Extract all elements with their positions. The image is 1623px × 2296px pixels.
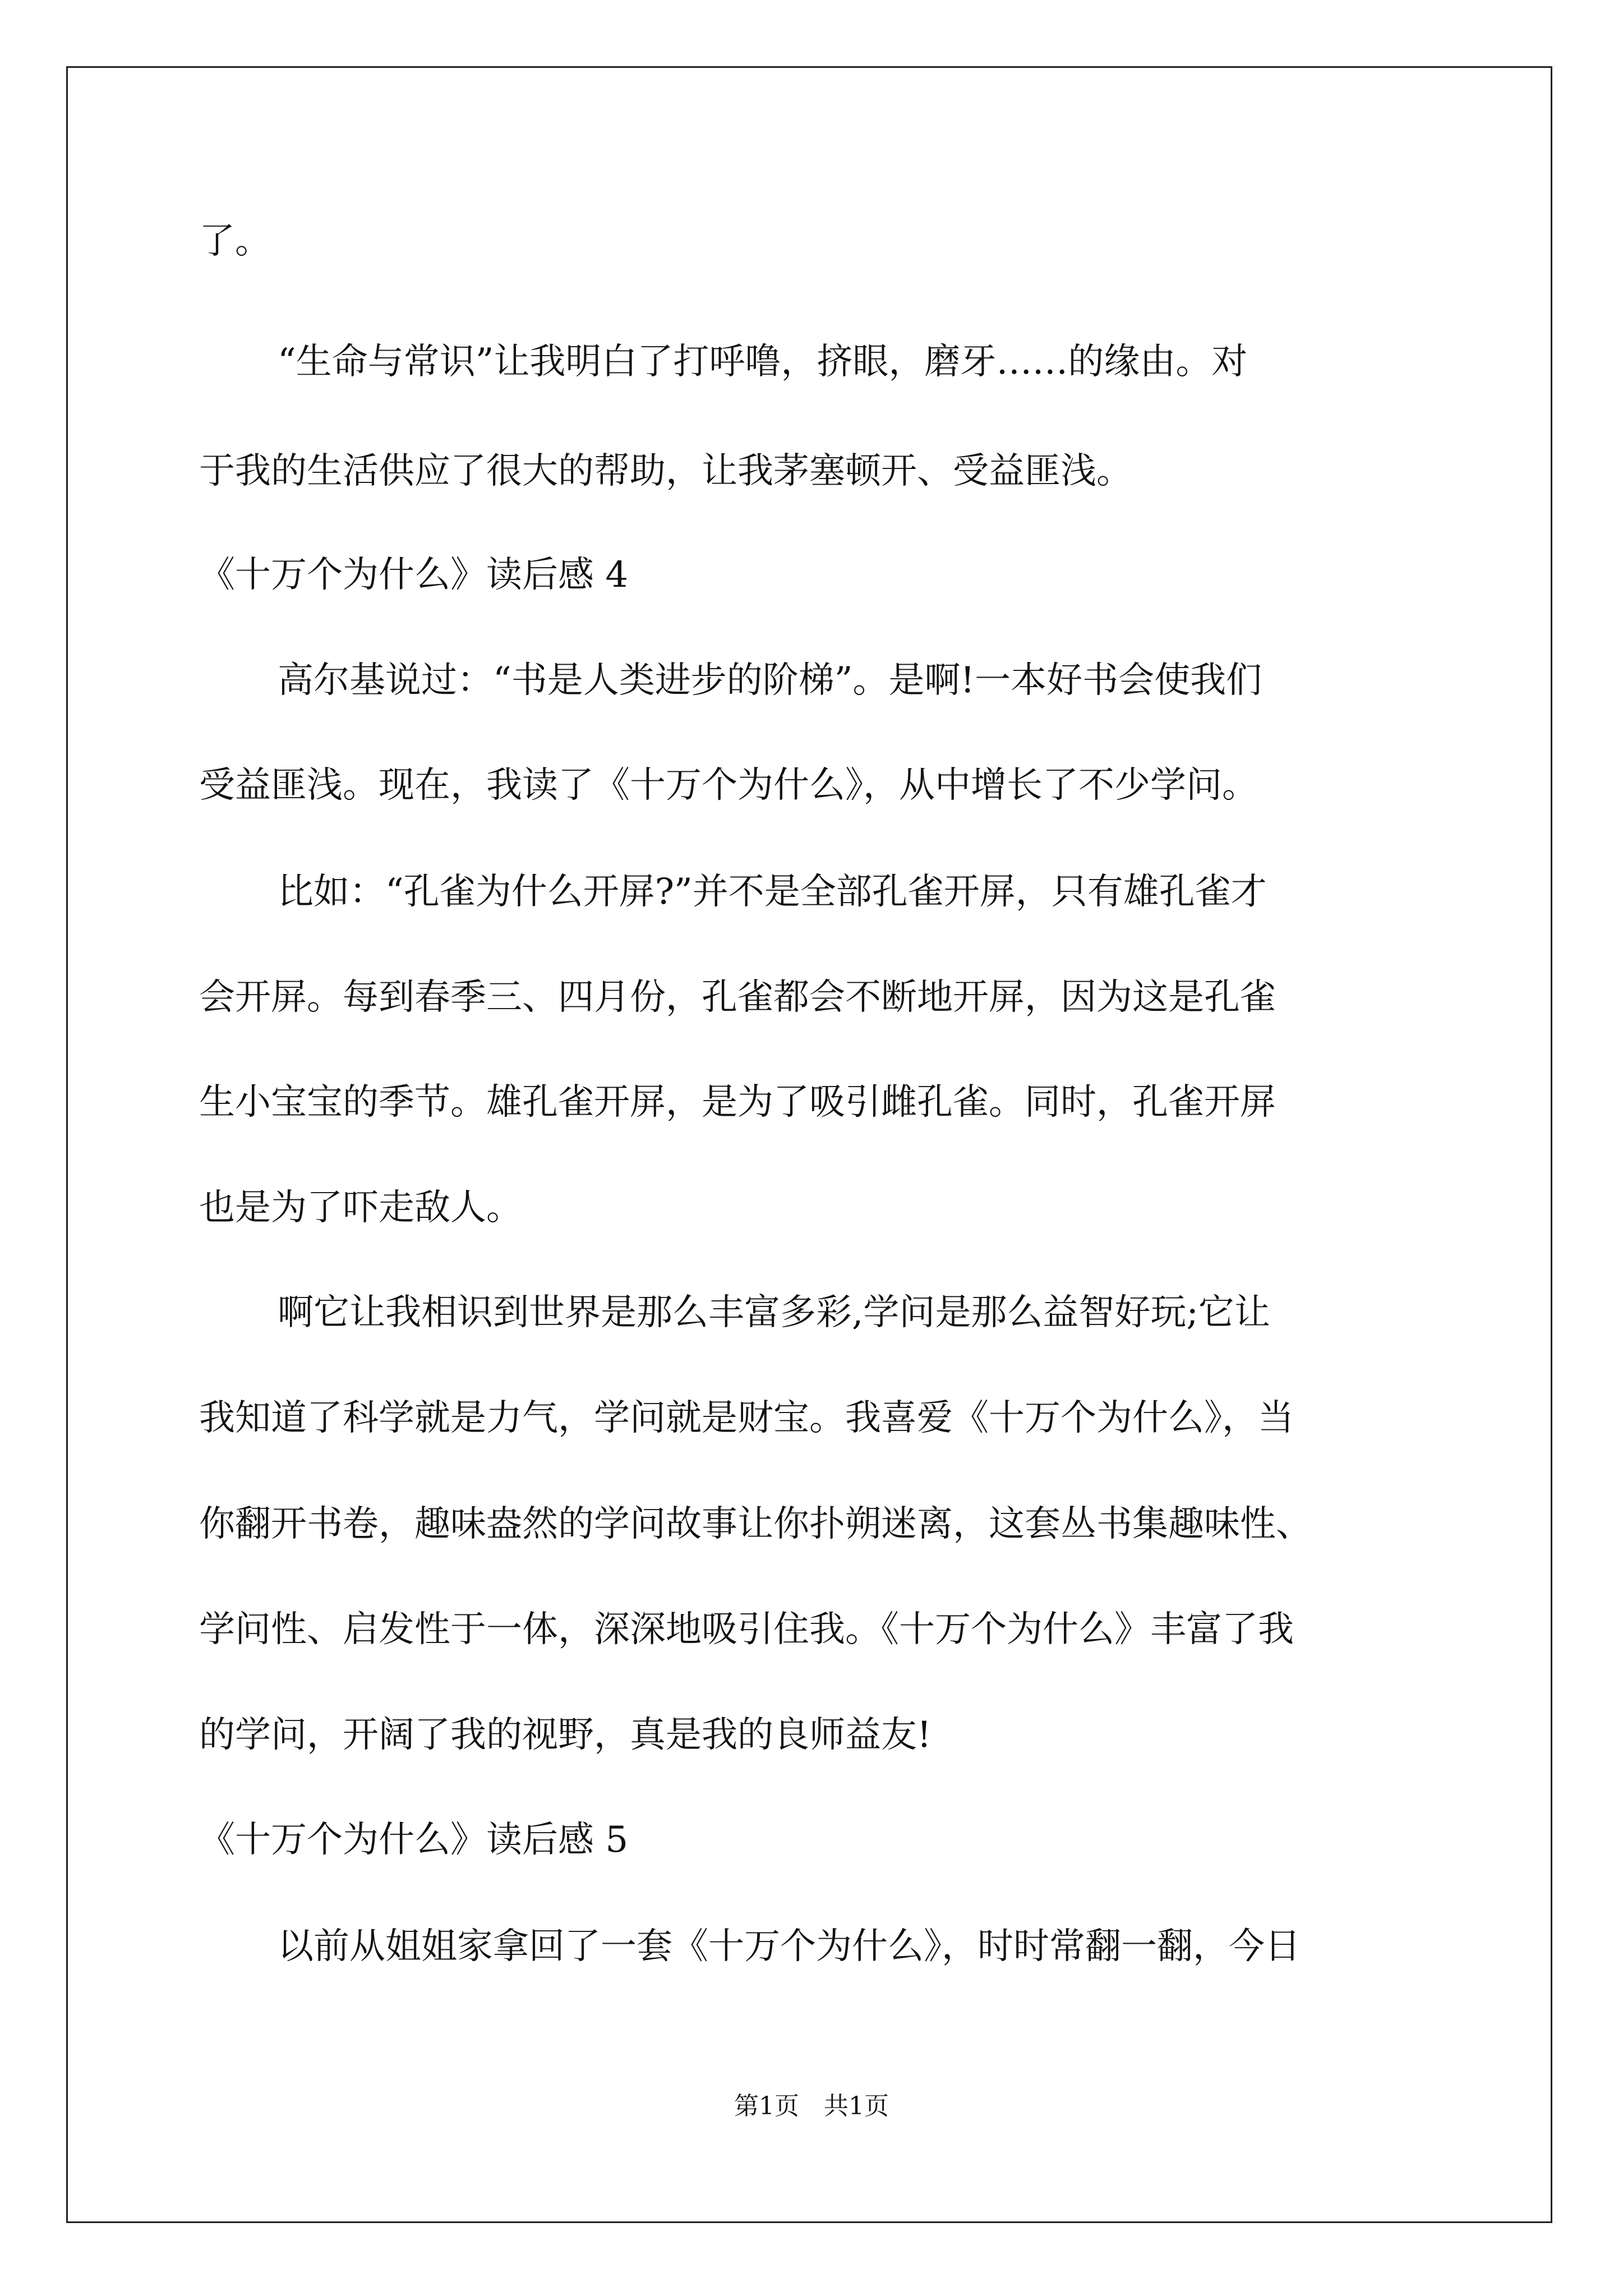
text-line: 受益匪浅。现在，我读了《十万个为什么》，从中增长了不少学问。 [199, 765, 1258, 806]
section-heading: 《十万个为什么》读后感 5 [199, 1819, 629, 1861]
paragraph-first-line: 高尔基说过：“书是人类进步的阶梯”。是啊!一本好书会使我们 [278, 660, 1262, 701]
text-line: 生小宝宝的季节。雄孔雀开屏，是为了吸引雌孔雀。同时，孔雀开屏 [199, 1082, 1276, 1123]
text-line: 你翻开书卷，趣味盎然的学问故事让你扑朔迷离，这套丛书集趣味性、 [199, 1503, 1312, 1545]
paragraph-first-line: “生命与常识”让我明白了打呼噜，挤眼，磨牙……的缘由。对 [278, 341, 1248, 383]
paragraph-first-line: 以前从姐姐家拿回了一套《十万个为什么》，时时常翻一翻，今日 [278, 1926, 1301, 1967]
page-footer: 第1页 共1页 [734, 2092, 889, 2120]
text-line: 于我的生活供应了很大的帮助，让我茅塞顿开、受益匪浅。 [199, 450, 1132, 492]
text-line: 学问性、启发性于一体，深深地吸引住我。《十万个为什么》丰富了我 [199, 1609, 1294, 1650]
text-line: 了。 [199, 220, 271, 262]
paragraph-first-line: 啊它让我相识到世界是那么丰富多彩,学问是那么益智好玩;它让 [278, 1292, 1270, 1333]
text-line: 的学问，开阔了我的视野，真是我的良师益友! [199, 1714, 932, 1756]
text-line: 会开屏。每到春季三、四月份，孔雀都会不断地开屏，因为这是孔雀 [199, 977, 1276, 1018]
text-line: 我知道了科学就是力气，学问就是财宝。我喜爱《十万个为什么》，当 [199, 1397, 1294, 1439]
paragraph-first-line: 比如：“孔雀为什么开屏?”并不是全部孔雀开屏，只有雄孔雀才 [278, 871, 1267, 913]
section-heading: 《十万个为什么》读后感 4 [199, 554, 629, 596]
page-border [66, 66, 1552, 2223]
text-line: 也是为了吓走敌人。 [199, 1187, 522, 1228]
